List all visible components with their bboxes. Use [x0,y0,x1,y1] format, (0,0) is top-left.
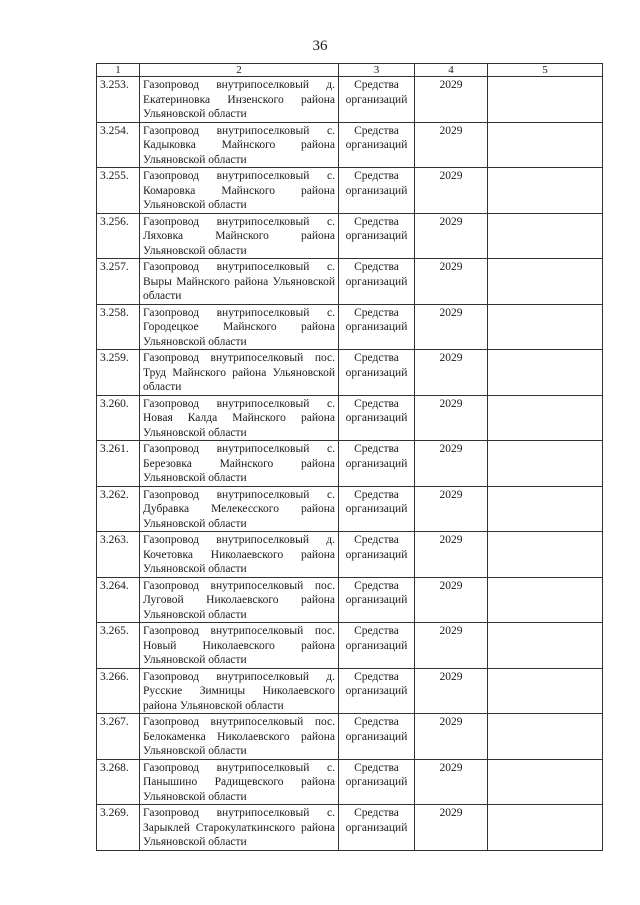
table-row [97,304,603,350]
note-cell [488,350,603,396]
object-name-cell: Газопровод внутрипоселковый с. Панышино Радищевского района Ульяновской области [140,759,339,805]
table-row [97,259,603,305]
row-number-cell: 3.255. [97,168,140,214]
object-name-cell: Газопровод внутрипоселковый с. Ляховка Майнского района Ульяновской области [140,213,339,259]
note-cell [488,395,603,441]
table-row [97,577,603,623]
year-cell: 2029 [415,122,488,168]
row-number-cell: 3.258. [97,304,140,350]
object-name-cell: Газопровод внутрипоселковый пос. Труд Майнского района Ульяновской области [140,350,339,396]
row-number-cell: 3.261. [97,441,140,487]
year-cell: 2029 [415,623,488,669]
object-name-cell: Газопровод внутрипоселковый пос. Луговой Николаевского района Ульяновской области [140,577,339,623]
table-row [97,168,603,214]
object-name-cell: Газопровод внутрипоселковый с. Городецкое Майнского района Ульяновской области [140,304,339,350]
object-name-cell: Газопровод внутрипоселковый пос. Белокаменка Николаевского района Ульяновской области [140,714,339,760]
note-cell [488,623,603,669]
object-name-cell: Газопровод внутрипоселковый с. Дубравка Мелекесского района Ульяновской области [140,486,339,532]
object-name-cell: Газопровод внутрипоселковый с. Выры Майнского района Ульяновской области [140,259,339,305]
note-cell [488,759,603,805]
note-cell [488,805,603,851]
row-number-cell: 3.260. [97,395,140,441]
row-number-cell: 3.259. [97,350,140,396]
header-col-5: 5 [488,64,603,77]
year-cell: 2029 [415,441,488,487]
row-number-cell: 3.256. [97,213,140,259]
year-cell: 2029 [415,304,488,350]
object-name-cell: Газопровод внутрипоселковый с. Березовка Майнского района Ульяновской области [140,441,339,487]
year-cell: 2029 [415,486,488,532]
table-row [97,668,603,714]
object-name-cell: Газопровод внутрипоселковый с. Кадыковка Майнского района Ульяновской области [140,122,339,168]
year-cell: 2029 [415,77,488,123]
note-cell [488,714,603,760]
year-cell: 2029 [415,213,488,259]
funding-source-cell: Средства организаций [339,395,415,441]
year-cell: 2029 [415,805,488,851]
year-cell: 2029 [415,759,488,805]
object-name-cell: Газопровод внутрипоселковый с. Новая Калда Майнского района Ульяновской области [140,395,339,441]
note-cell [488,122,603,168]
object-name-cell: Газопровод внутрипоселковый д. Екатериновка Инзенского района Ульяновской области [140,77,339,123]
table-row [97,122,603,168]
funding-source-cell: Средства организаций [339,259,415,305]
note-cell [488,577,603,623]
table-row [97,350,603,396]
note-cell [488,213,603,259]
table-row [97,759,603,805]
year-cell: 2029 [415,395,488,441]
object-name-cell: Газопровод внутрипоселковый с. Зарыклей Старокулаткинского района Ульяновской области [140,805,339,851]
note-cell [488,441,603,487]
row-number-cell: 3.262. [97,486,140,532]
funding-source-cell: Средства организаций [339,213,415,259]
year-cell: 2029 [415,168,488,214]
row-number-cell: 3.269. [97,805,140,851]
funding-source-cell: Средства организаций [339,486,415,532]
row-number-cell: 3.267. [97,714,140,760]
table-row [97,441,603,487]
note-cell [488,77,603,123]
header-row [97,64,603,77]
row-number-cell: 3.266. [97,668,140,714]
object-name-cell: Газопровод внутрипоселковый д. Кочетовка Николаевского района Ульяновской области [140,532,339,578]
year-cell: 2029 [415,259,488,305]
table-row [97,623,603,669]
header-col-3: 3 [339,64,415,77]
funding-source-cell: Средства организаций [339,714,415,760]
header-col-4: 4 [415,64,488,77]
row-number-cell: 3.268. [97,759,140,805]
year-cell: 2029 [415,532,488,578]
row-number-cell: 3.264. [97,577,140,623]
note-cell [488,259,603,305]
note-cell [488,668,603,714]
row-number-cell: 3.263. [97,532,140,578]
funding-source-cell: Средства организаций [339,805,415,851]
table-row [97,395,603,441]
funding-source-cell: Средства организаций [339,77,415,123]
table-row [97,77,603,123]
funding-source-cell: Средства организаций [339,532,415,578]
note-cell [488,168,603,214]
object-name-cell: Газопровод внутрипоселковый с. Комаровка Майнского района Ульяновской области [140,168,339,214]
year-cell: 2029 [415,714,488,760]
row-number-cell: 3.253. [97,77,140,123]
page-number: 36 [312,38,328,54]
header-col-2: 2 [140,64,339,77]
row-number-cell: 3.254. [97,122,140,168]
data-table [96,63,603,851]
object-name-cell: Газопровод внутрипоселковый д. Русские Зимницы Николаевского района Ульяновской области [140,668,339,714]
funding-source-cell: Средства организаций [339,668,415,714]
year-cell: 2029 [415,668,488,714]
funding-source-cell: Средства организаций [339,623,415,669]
table-row [97,714,603,760]
object-name-cell: Газопровод внутрипоселковый пос. Новый Николаевского района Ульяновской области [140,623,339,669]
row-number-cell: 3.257. [97,259,140,305]
year-cell: 2029 [415,350,488,396]
note-cell [488,486,603,532]
note-cell [488,532,603,578]
funding-source-cell: Средства организаций [339,441,415,487]
table-row [97,486,603,532]
funding-source-cell: Средства организаций [339,122,415,168]
table-row [97,213,603,259]
table-row [97,805,603,851]
header-col-1: 1 [97,64,140,77]
funding-source-cell: Средства организаций [339,304,415,350]
funding-source-cell: Средства организаций [339,350,415,396]
row-number-cell: 3.265. [97,623,140,669]
funding-source-cell: Средства организаций [339,759,415,805]
table-row [97,532,603,578]
funding-source-cell: Средства организаций [339,577,415,623]
note-cell [488,304,603,350]
year-cell: 2029 [415,577,488,623]
funding-source-cell: Средства организаций [339,168,415,214]
